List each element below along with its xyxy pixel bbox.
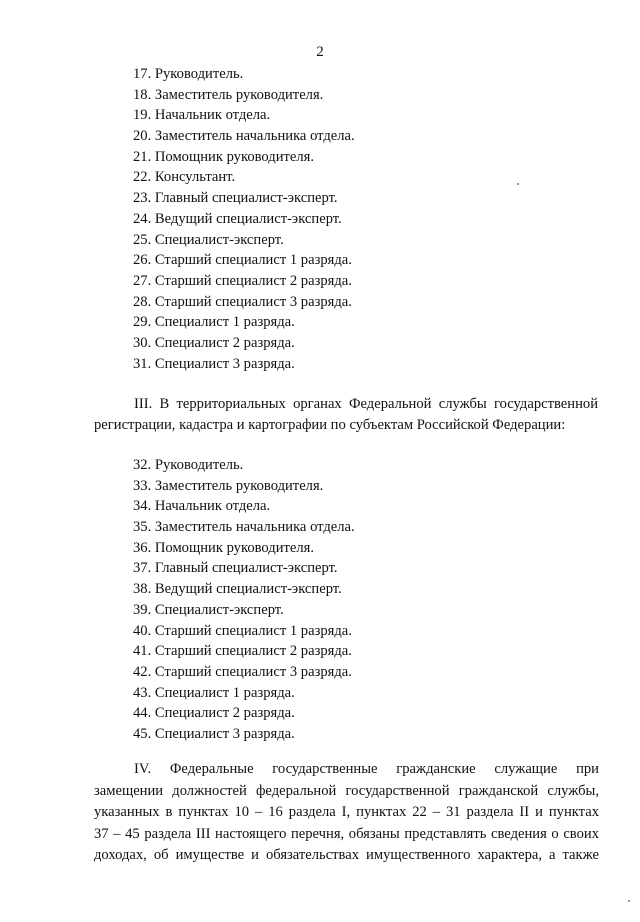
paragraph-line: доходах, об имуществе и обязательствах имущественного характера, а также [94, 847, 599, 863]
list-item: 39. Специалист-эксперт. [133, 601, 284, 618]
list-item: 36. Помощник руководителя. [133, 539, 315, 556]
list-item: 37. Главный специалист-эксперт. [133, 560, 338, 577]
scan-speck [628, 900, 630, 902]
list-item: 24. Ведущий специалист-эксперт. [133, 210, 342, 227]
page-number: 2 [316, 44, 324, 60]
list-item: 19. Начальник отдела. [133, 107, 271, 124]
list-item: 38. Ведущий специалист-эксперт. [133, 581, 342, 598]
list-item: 42. Старший специалист 3 разряда. [133, 663, 352, 680]
list-item: 22. Консультант. [133, 169, 236, 186]
paragraph-line: замещении должностей федеральной государственной гражданской службы, [94, 782, 599, 799]
position-list-section-2 [133, 64, 355, 374]
section-4-paragraph [94, 759, 599, 867]
list-item: 17. Руководитель. [133, 66, 244, 82]
list-item: 43. Специалист 1 разряда. [133, 684, 295, 701]
list-item: 30. Специалист 2 разряда. [133, 334, 295, 351]
list-item: 29. Специалист 1 разряда. [133, 314, 295, 331]
list-item: 41. Старший специалист 2 разряда. [133, 643, 352, 660]
list-item: 18. Заместитель руководителя. [133, 86, 324, 103]
list-item: 33. Заместитель руководителя. [133, 477, 324, 494]
list-item: 21. Помощник руководителя. [133, 148, 315, 165]
list-item: 23. Главный специалист-эксперт. [133, 190, 338, 207]
list-item: 20. Заместитель начальника отдела. [133, 128, 355, 145]
list-item: 40. Старший специалист 1 разряда. [133, 622, 352, 639]
list-item: 32. Руководитель. [133, 457, 244, 473]
list-item: 27. Старший специалист 2 разряда. [133, 272, 352, 289]
position-list-section-3 [133, 455, 355, 745]
paragraph-line: 37 – 45 раздела III настоящего перечня, обязаны представлять сведения о своих [94, 825, 599, 842]
paragraph-line: IV. Федеральные государственные гражданские служащие при [134, 761, 599, 777]
paragraph-line: указанных в пунктах 10 – 16 раздела I, пунктах 22 – 31 раздела II и пунктах [94, 804, 599, 820]
section-3-heading: III. В территориальных органах Федеральной службы государственной регистрации, кадастра и картографии по субъектам Российской Федерации: [94, 396, 598, 433]
list-item: 31. Специалист 3 разряда. [133, 355, 295, 372]
list-item: 35. Заместитель начальника отдела. [133, 519, 355, 536]
list-item: 26. Старший специалист 1 разряда. [133, 252, 352, 269]
list-item: 25. Специалист-эксперт. [133, 231, 284, 248]
list-item: 44. Специалист 2 разряда. [133, 705, 295, 722]
list-item: 45. Специалист 3 разряда. [133, 725, 295, 742]
scan-speck [517, 183, 519, 185]
list-item: 28. Старший специалист 3 разряда. [133, 293, 352, 310]
list-item: 34. Начальник отдела. [133, 498, 271, 515]
